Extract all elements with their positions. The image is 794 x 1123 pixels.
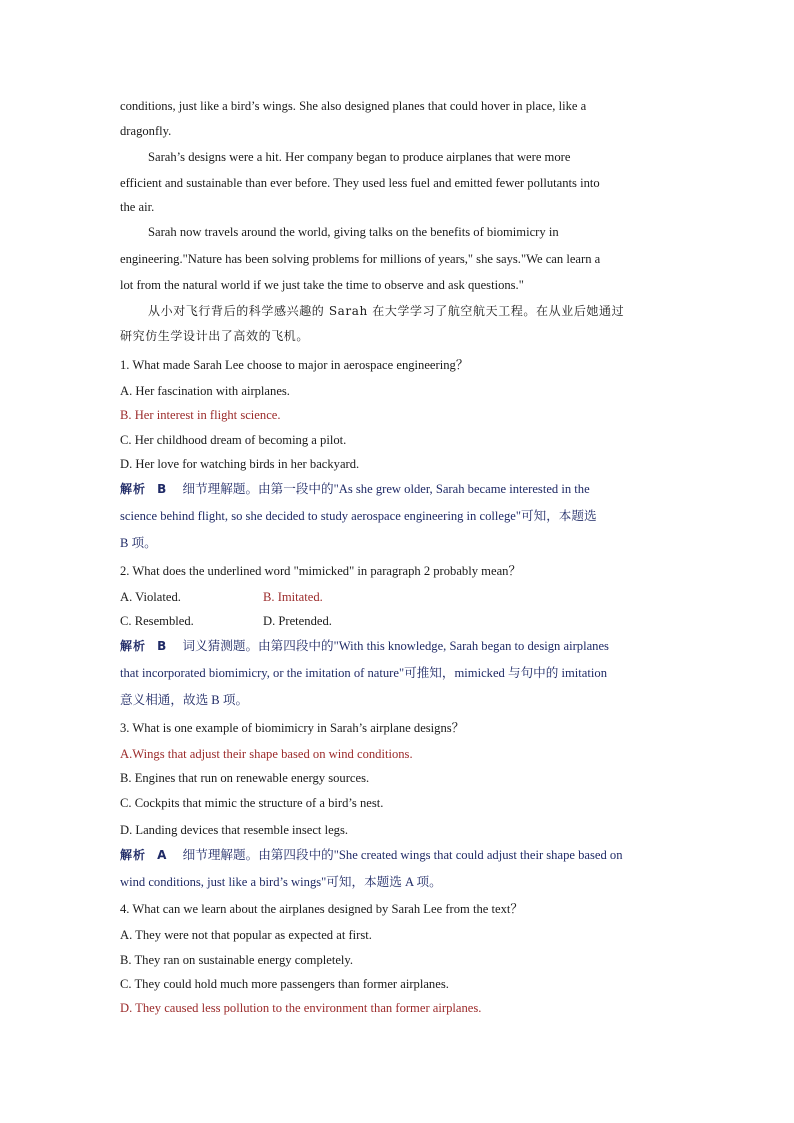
answer-letter: B	[157, 639, 168, 653]
analysis-label: 解析	[120, 848, 147, 862]
analysis-line: B 项。	[120, 536, 157, 550]
analysis-text: 细节理解题。由第四段中的"She created wings that could adjust their shape based on	[182, 848, 623, 862]
analysis-line	[120, 847, 623, 863]
passage-line: efficient and sustainable than ever before. They used less fuel and emitted fewer pollutants into	[120, 176, 600, 190]
analysis-line: science behind flight, so she decided to study aerospace engineering in college"可知，本题选	[120, 509, 597, 523]
question-2: 2. What does the underlined word "mimicked" in paragraph 2 probably mean？	[120, 564, 522, 578]
passage-line: Sarah now travels around the world, giving talks on the benefits of biomimicry in	[148, 225, 559, 239]
passage-line: lot from the natural world if we just take the time to observe and ask questions."	[120, 278, 524, 292]
option-c: C. They could hold much more passengers than former airplanes.	[120, 977, 449, 991]
option-b: B. They ran on sustainable energy completely.	[120, 953, 354, 967]
analysis-label: 解析	[120, 639, 147, 653]
passage-line: the air.	[120, 200, 155, 214]
analysis-text: 细节理解题。由第一段中的"As she grew older, Sarah became interested in the	[182, 482, 590, 496]
answer-letter: A	[157, 848, 168, 862]
summary-line: 从小对飞行背后的科学感兴趣的 Sarah 在大学学习了航空航天工程。在从业后她通过	[148, 304, 625, 318]
option-a: A. Violated.	[120, 590, 181, 604]
option-b-correct: B. Imitated.	[263, 590, 323, 604]
option-c: C. Resembled.	[120, 614, 194, 628]
question-3: 3. What is one example of biomimicry in Sarah’s airplane designs？	[120, 721, 465, 735]
option-d-correct: D. They caused less pollution to the environment than former airplanes.	[120, 1001, 482, 1015]
analysis-text: 词义猜测题。由第四段中的"With this knowledge, Sarah began to design airplanes	[182, 639, 609, 653]
question-4: 4. What can we learn about the airplanes designed by Sarah Lee from the text？	[120, 902, 523, 916]
analysis-line: 意义相通，故选 B 项。	[120, 693, 249, 707]
analysis-line: wind conditions, just like a bird’s wings"可知，本题选 A 项。	[120, 875, 442, 889]
option-d: D. Her love for watching birds in her backyard.	[120, 457, 360, 471]
question-1: 1. What made Sarah Lee choose to major in aerospace engineering？	[120, 358, 469, 372]
analysis-line	[120, 638, 609, 654]
passage-line: conditions, just like a bird’s wings. She also designed planes that could hover in place, like a	[120, 99, 587, 113]
option-a: A. They were not that popular as expected at first.	[120, 928, 372, 942]
option-a: A. Her fascination with airplanes.	[120, 384, 290, 398]
option-c: C. Cockpits that mimic the structure of a bird’s nest.	[120, 796, 384, 810]
option-d: D. Pretended.	[263, 614, 332, 628]
summary-line: 研究仿生学设计出了高效的飞机。	[120, 329, 310, 343]
passage-line: Sarah’s designs were a hit. Her company began to produce airplanes that were more	[148, 150, 571, 164]
analysis-line	[120, 481, 590, 497]
option-c: C. Her childhood dream of becoming a pilot.	[120, 433, 347, 447]
passage-line: engineering."Nature has been solving problems for millions of years," she says."We can learn a	[120, 252, 601, 266]
option-a-correct: A.Wings that adjust their shape based on wind conditions.	[120, 747, 413, 761]
analysis-line: that incorporated biomimicry, or the imitation of nature"可推知，mimicked 与句中的 imitation	[120, 666, 607, 680]
answer-letter: B	[157, 482, 168, 496]
option-b-correct: B. Her interest in flight science.	[120, 408, 281, 422]
option-b: B. Engines that run on renewable energy sources.	[120, 771, 370, 785]
passage-line: dragonfly.	[120, 124, 172, 138]
option-d: D. Landing devices that resemble insect legs.	[120, 823, 349, 837]
analysis-label: 解析	[120, 482, 147, 496]
